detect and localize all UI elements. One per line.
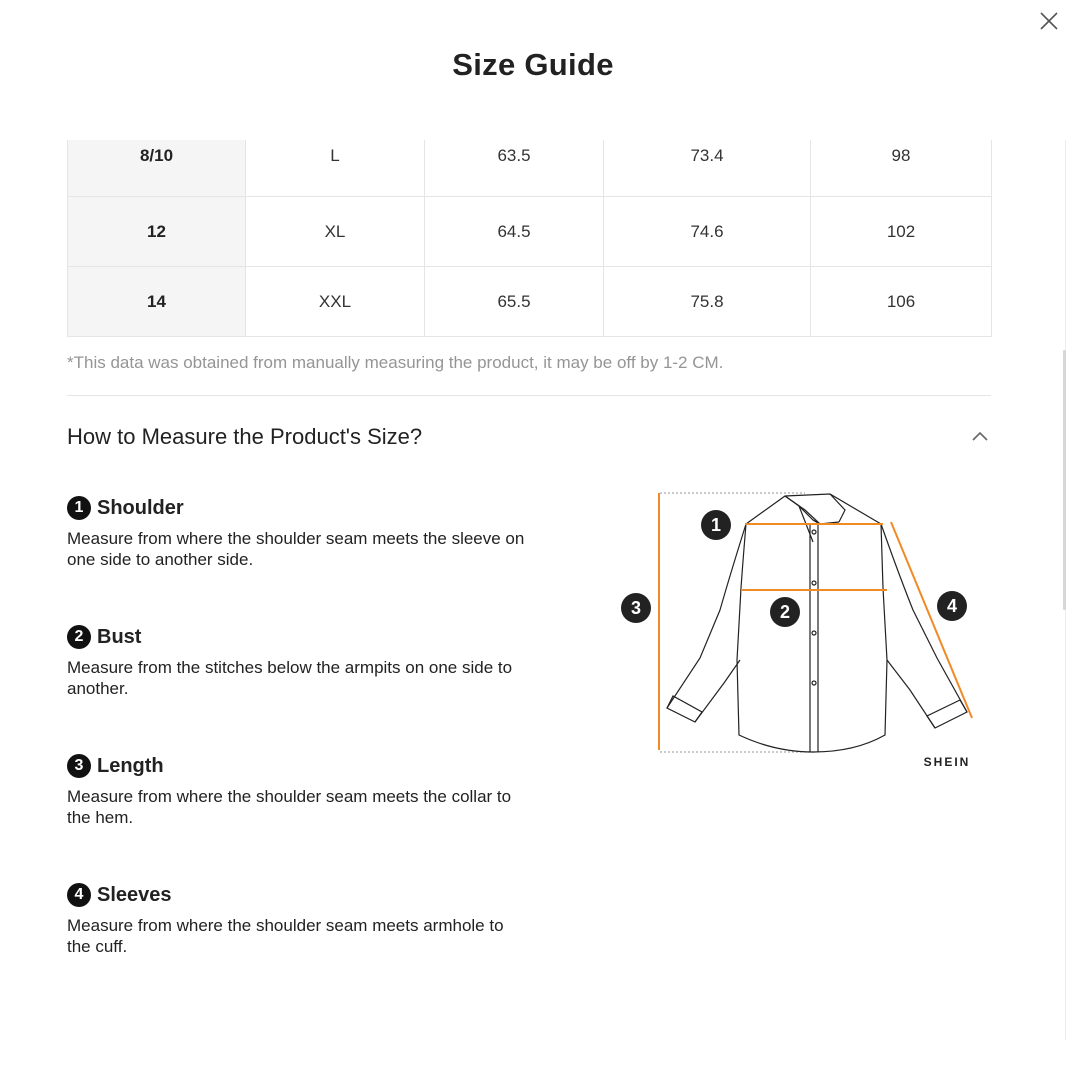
table-cell: XL bbox=[246, 197, 425, 267]
marker-3 bbox=[621, 593, 651, 623]
size-table bbox=[67, 140, 992, 337]
table-cell: 106 bbox=[811, 267, 992, 337]
svg-text:1: 1 bbox=[710, 515, 722, 535]
chevron-up-icon[interactable] bbox=[971, 430, 989, 442]
table-cell: 14 bbox=[68, 267, 246, 337]
table-row bbox=[68, 197, 992, 267]
table-cell: 8/10 bbox=[68, 140, 246, 197]
table-cell: 12 bbox=[68, 197, 246, 267]
measure-description: Measure from where the shoulder seam meets the collar to the hem. bbox=[67, 787, 512, 827]
table-cell: XXL bbox=[246, 267, 425, 337]
table-row bbox=[68, 267, 992, 337]
measure-item-sleeves bbox=[67, 881, 537, 1010]
measure-item-length bbox=[67, 752, 537, 881]
table-cell: 63.5 bbox=[425, 140, 604, 197]
table-cell: 65.5 bbox=[425, 267, 604, 337]
table-cell: 75.8 bbox=[604, 267, 811, 337]
table-cell: 74.6 bbox=[604, 197, 811, 267]
measure-description: Measure from the stitches below the armpits on one side to another. bbox=[67, 658, 513, 698]
table-cell: 73.4 bbox=[604, 140, 811, 197]
measure-name: Shoulder bbox=[97, 496, 184, 519]
number-badge: 3 bbox=[67, 754, 91, 778]
svg-text:3: 3 bbox=[630, 598, 642, 618]
measurement-note: *This data was obtained from manually measuring the product, it may be off by 1-2 CM. bbox=[67, 353, 724, 372]
number-badge: 1 bbox=[67, 496, 91, 520]
number-badge: 4 bbox=[67, 883, 91, 907]
brand-logo: SHEIN bbox=[923, 755, 971, 769]
measure-name: Sleeves bbox=[97, 883, 172, 906]
table-cell: L bbox=[246, 140, 425, 197]
svg-text:2: 2 bbox=[779, 602, 791, 622]
table-row bbox=[68, 140, 992, 197]
divider bbox=[67, 395, 991, 396]
section-title: How to Measure the Product's Size? bbox=[67, 424, 423, 449]
table-cell: 102 bbox=[811, 197, 992, 267]
measure-list bbox=[67, 494, 537, 1010]
svg-text:4: 4 bbox=[946, 596, 958, 616]
table-cell: 98 bbox=[811, 140, 992, 197]
modal-title: Size Guide bbox=[452, 47, 614, 82]
marker-2 bbox=[770, 597, 800, 627]
shirt-measurement-diagram bbox=[615, 480, 985, 780]
measure-item-shoulder bbox=[67, 494, 537, 623]
marker-4 bbox=[937, 591, 967, 621]
measure-name: Length bbox=[97, 754, 164, 777]
number-badge: 2 bbox=[67, 625, 91, 649]
how-to-measure-toggle[interactable] bbox=[67, 424, 991, 454]
close-icon[interactable] bbox=[1038, 10, 1060, 32]
table-cell: 64.5 bbox=[425, 197, 604, 267]
measure-description: Measure from where the shoulder seam meets armhole to the cuff. bbox=[67, 916, 504, 956]
measure-description: Measure from where the shoulder seam meets the sleeve on one side to another side. bbox=[67, 529, 525, 569]
measure-name: Bust bbox=[97, 625, 142, 648]
marker-1 bbox=[701, 510, 731, 540]
scrollbar[interactable] bbox=[1062, 140, 1066, 1040]
size-table-container bbox=[67, 140, 991, 337]
measure-item-bust bbox=[67, 623, 537, 752]
